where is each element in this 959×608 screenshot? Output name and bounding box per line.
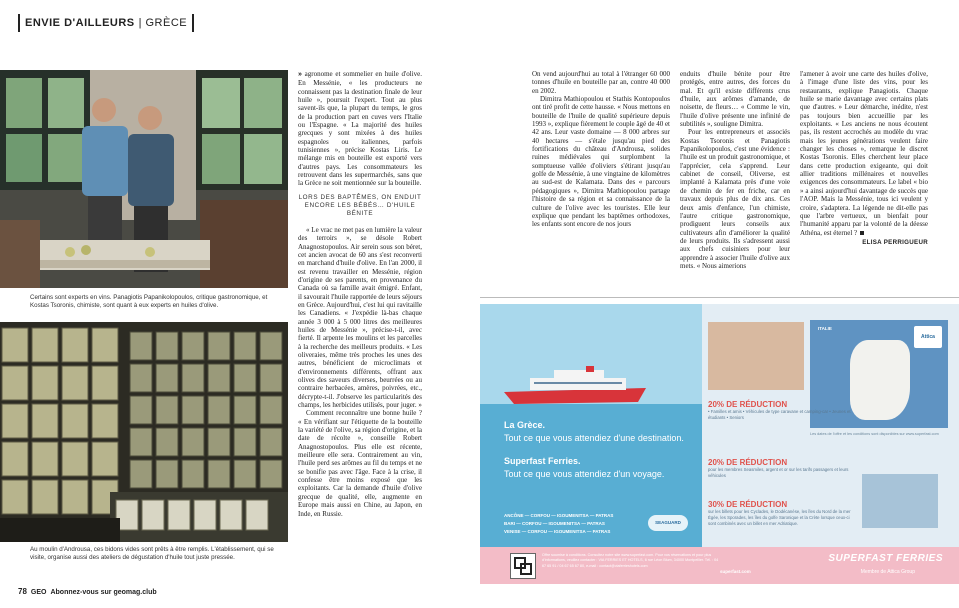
article-paragraph: Dimitra Mathiopoulou et Stathis Kontopoulos ont tiré profit de cette hausse. « Nous mettons en bouteille de l'huile de qualité supérieure depuis 1993 », explique fièrement le couple âgé de 40 et 42 ans. Leur vaste domaine — 8 000 arbres sur 40 hectares — s'étale jusqu'au pied des fortifications du château d'Androusa, solides ruines médiévales qui surplombent la somptueuse vallée d'oliviers s'étirant jusqu'au golfe de Messénie, à une vingtaine de kilomètres au sud-est de Kalamata. Dans des « parcours pédagogiques », Dimitra Mathiopoulou partage l'histoire de sa région et sa connaissance de la culture de l'olive avec les touristes. Elle leur explique que pendant les baptêmes orthodoxes, les enfants sont encore de nos jours (532, 95, 671, 229)
article-paragraph: Pour les entrepreneurs et associés Kostas Tsoronis et Panagiotis Papanikolopoulos, c'est une évidence : l'huile est un produit gastronomique, et l'apprécier, cela s'apprend. Leur cabinet de conseil, Oliverse, est implanté à Kalamata près d'une voie de chemin de fer en friche, car en travaux depuis plus de dix ans. Ces deux amis d'enfance, l'un chimiste, l'autre critique gastronomique, prodiguent leurs conseils aux cultivateurs afin d'améliorer la qualité de leurs produits. Ils s'adressent aussi aux chefs cuisiniers pour leur apprendre à associer l'huile d'olive aux mets. « Nous aimerions (680, 128, 790, 270)
discount-description: sur les billets pour les Cyclades, le Dodécanèse, les îles du Nord de la mer Égée, les Sporades, les îles du golfe Saronique et la Crète lorsque ceux-ci sont combinés avec un billet en mer Adriatique. (708, 509, 851, 526)
discount-offer-2 (708, 458, 858, 479)
discount-percent: 30% DE RÉDUCTION (708, 500, 788, 509)
page-number: 78 (18, 587, 27, 596)
article-text: agronome et sommelier en huile d'olive. En Messénie, « les producteurs ne connaissent pas la destination finale de leur huile », poursuit l'expert. Tout au plus savent-ils que, la plupart du temps, le gros de la production part en cuves vers l'Italie ou l'Espagne. « La majorité des huiles grecques y sont mixées à des huiles espagnoles ou italiennes, parfois tunisiennes », précise Kostas Liris. Le mélange mis en bouteille est exporté vers d'autres pays. Les consommateurs les retrouvent dans les supermarchés, sans que la Grèce ne soit mentionnée sur la bouteille. (298, 70, 423, 188)
tasting-photo-illustration (0, 70, 288, 288)
end-mark-icon (860, 231, 864, 235)
tasting-photo (0, 70, 288, 288)
ad-headline-4: Tout ce que vous attendiez d'un voyage. (504, 469, 665, 479)
rubric-label: ENVIE D'AILLEURS (25, 17, 135, 29)
qr-code-icon[interactable] (510, 553, 536, 579)
article-paragraph (298, 70, 422, 188)
subscribe-link[interactable]: Abonnez-vous sur geomag.club (50, 589, 157, 596)
ad-contact-info: Offre soumise à conditions. Consultez notre site www.superfast.com. Pour vos réservations et pour plus d'informations, veuillez contacter : VIA FERRIES ET HOTELS, 6 rue Léon Blum, 34000 Montpellier. Tél. : 04 67 65 91 / 04 67 65 67 80, e-mail : contact@viaferrieshotels.com (542, 553, 719, 568)
ad-divider (480, 297, 959, 298)
rubric-header (18, 14, 194, 32)
article-paragraph: On vend aujourd'hui au total à l'étranger 60 000 tonnes d'huile en bouteille par an, contre 40 000 en 2002. (532, 70, 670, 95)
ad-offers-panel (702, 304, 959, 547)
discount-percent: 20% DE RÉDUCTION (708, 400, 788, 409)
ad-headline-2: Tout ce que vous attendiez d'une destination. (504, 433, 684, 443)
discount-description: • Familles et amis • Véhicules de type caravane et camping-car • Jeunes et étudiants • Seniors (708, 409, 851, 420)
article-column-1 (298, 70, 422, 584)
couple-photo (862, 474, 938, 528)
rubric-separator: | (138, 17, 142, 29)
family-photo (708, 322, 804, 390)
magazine-name: GEO (30, 589, 47, 596)
oil-tins-photo-illustration (0, 322, 288, 542)
route-item: ANCÔNE — CORFOU — IGOUMENITSA — PATRAS (504, 513, 614, 518)
ad-routes (504, 512, 654, 536)
map-label: ITALIE (818, 326, 832, 331)
ad-headline (504, 420, 694, 480)
article-paragraph: enduits d'huile bénite pour être protégés, entre autres, des forces du mal. Et qu'il existe différents crus d'huile, aux arômes d'amande, de noisette, de fleurs… « Comme le vin, l'huile d'olive présente une infinité de subtilités », souligne Dimitra. (680, 70, 790, 129)
discount-percent: 20% DE RÉDUCTION (708, 458, 788, 467)
page-footer (18, 587, 157, 596)
route-item: BARI — CORFOU — IGOUMENITSA — PATRAS (504, 521, 605, 526)
map-note: Les dates de l'offre et les conditions sont disponibles sur www.superfast.com (810, 432, 939, 436)
article-column-2 (532, 70, 670, 260)
ad-footer-band (480, 547, 959, 584)
map-landmass (850, 340, 910, 420)
article-column-3 (680, 70, 790, 270)
discount-offer-1 (708, 400, 858, 421)
discount-description: pour les membres Seasmiles, argent et or sur les tarifs passagers et leurs véhicules (708, 467, 849, 478)
article-paragraph: « Le vrac ne met pas en lumière la valeur des terroirs », se désole Robert Anagnostopoulos. Air serein sous son béret, cet ancien avocat de 60 ans s'est reconverti en marchand d'huile d'olive. En l'an 2000, il est revenu travailler en Messénie, région d'origine de ses parents, en provenance du Canada où sa famille avait émigré. Enfant, il savourait l'huile rapportée de leurs séjours en Grèce. Aujourd'hui, c'est lui qui ravitaille les Canadiens. « J'expédie là-bas chaque année 3 000 à 5 000 litres des meilleures huiles de Messénie », précise-t-il, avec fierté. Il arpente les moulins et les parcelles à la recherche des meilleurs produits. « Les oliveraies, même très proches les unes des autres, bénéficient de microclimats et d'environnements différents, offrant aux olives des saveurs diverses, beurrées ou au contraire herbacées, amères, poivrées, etc., décrypte-t-il. J'observe les particularités des champs, les herbicides utilisés, pour juger. » (298, 225, 422, 410)
oil-tins-photo (0, 322, 288, 542)
ferry-icon (500, 366, 650, 406)
photo-caption-bottom: Au moulin d'Androusa, ces bidons vides sont prêts à être remplis. L'établissement, qui se visite, organise aussi des ateliers de dégustation d'huile tout juste pressée. (30, 546, 274, 562)
attica-member-note: Membre de Attica Group (860, 569, 915, 575)
article-paragraph: Comment reconnaître une bonne huile ? « En vérifiant sur l'étiquette de la bouteille la variété de l'olive, sa région d'origine, et la date de récolte », conseille Robert Anagnostopoulos. Plus elle est récente, meilleure elle sera. Contrairement au vin, l'huile perd ses arômes au fil du temps et ne se bonifie pas avec l'âge. Face à la crise, il confesse être moins exposé que les exploitants. Car la demande d'huile d'olive grecque de qualité, elle, augmente en Europe mais aussi en Chine, au Japon, en Inde, en Russie. (298, 409, 422, 518)
article-column-4 (800, 70, 928, 260)
author-signature: ELISA PERRIGUEUR (862, 238, 928, 246)
ad-url[interactable]: superfast.com (720, 569, 751, 574)
photo-caption-top: Certains sont experts en vins. Panagiotis Papanikolopoulos, critique gastronomique, et Kostas Tsoronis, chimiste, sont quant à eux experts en huiles d'olive. (30, 294, 268, 310)
article-subhead: LORS DES BAPTÊMES, ON ENDUIT ENCORE LES BÉBÉS… D'HUILE BÉNITE (298, 193, 422, 217)
seaguard-logo: SEAGUARD (648, 515, 688, 531)
superfast-logo: SUPERFAST FERRIES (828, 553, 943, 564)
discount-offer-3 (708, 500, 858, 527)
ad-headline-3: Superfast Ferries. (504, 456, 581, 466)
ad-headline-1: La Grèce. (504, 420, 546, 430)
route-item: VENISE — CORFOU — IGOUMENITSA — PATRAS (504, 529, 611, 534)
attica-badge: Attica (914, 326, 942, 348)
rubric-country: GRÈCE (145, 17, 188, 29)
ad-sea-panel (480, 304, 702, 547)
article-paragraph (800, 70, 928, 237)
continuation-marker: » (298, 71, 302, 78)
article-text: l'amener à avoir une carte des huiles d'olive, à l'image d'une liste des vins, pour les restaurants, explique Panagiotis. Chaque huile se marie davantage avec certains plats que d'autres. » Leur démarche, inédite, n'est pas toujours bien accueillie par les exploitants. « Les anciens ne nous écoutent pas, ils restent accrochés au modèle du vrac mais les jeunes générations veulent faire changer les choses », remarque le discret Kostas Tsoronis. Elles cherchent leur place dans cette production exigeante, qui doit allier traditions millénaires et nouvelles exigences des consommateurs. Le label « bio » a ainsi aujourd'hui davantage de succès que l'AOP. Mais la Messénie, tous ici veulent y croire, s'adaptera. La légende ne dit-elle pas que l'arbre vertueux, un bienfait pour l'humanité apparu par la volonté de la déesse Athéna, est éternel ? (800, 70, 928, 237)
superfast-ad[interactable] (480, 304, 959, 584)
